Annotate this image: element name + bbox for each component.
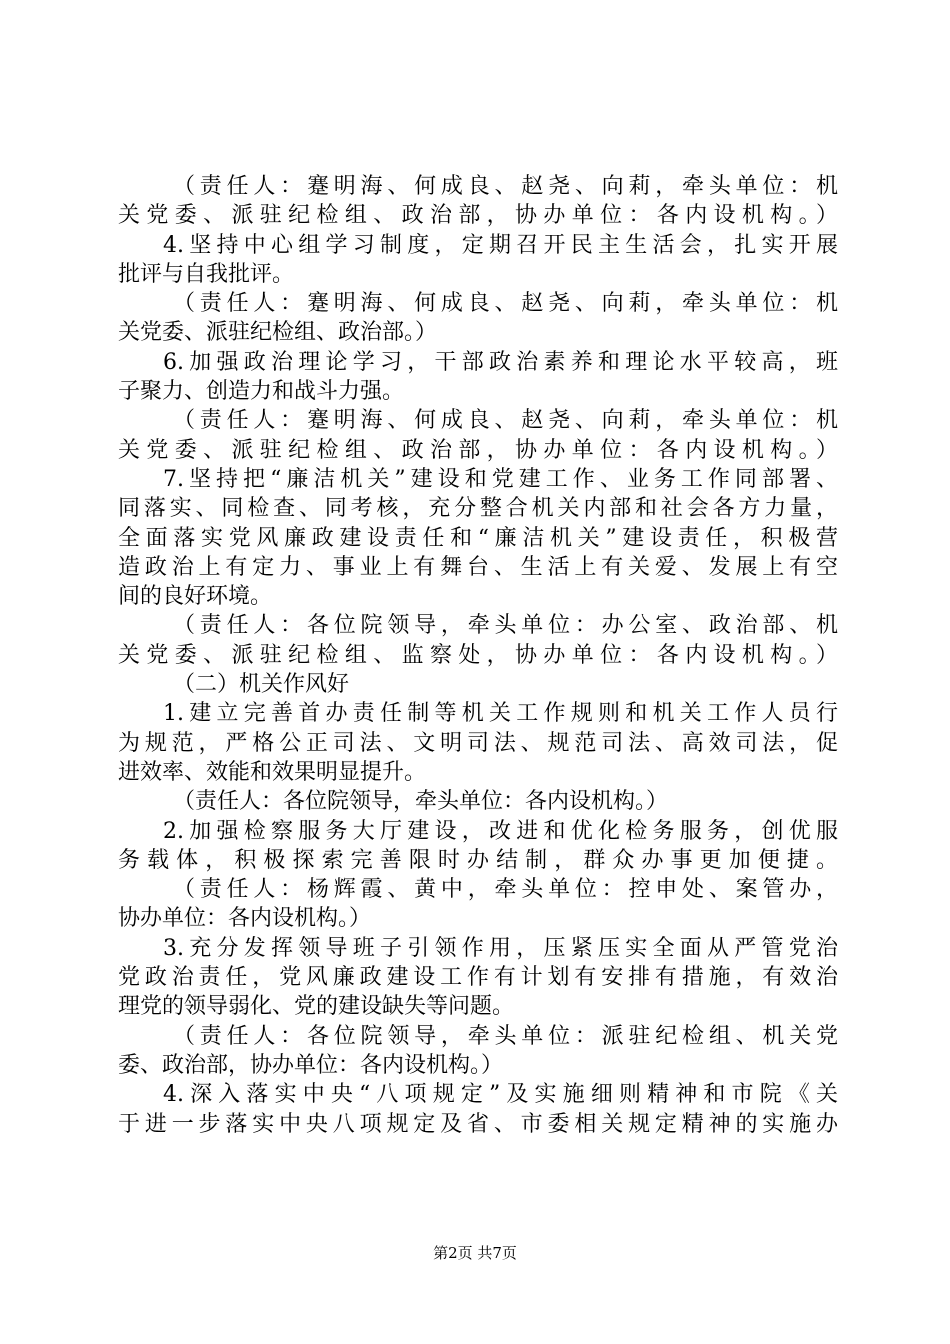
paragraph-line: （责任人：蹇明海、何成良、赵尧、向莉，牵头单位：机 <box>173 408 838 434</box>
paragraph-line: 委、政治部，协办单位：各内设机构。） <box>118 1052 504 1078</box>
paragraph-line: 党政治责任，党风廉政建设工作有计划有安排有措施，有效治 <box>118 965 838 991</box>
paragraph-line: 全面落实党风廉政建设责任和“廉洁机关”建设责任，积极营 <box>118 525 838 551</box>
document-body <box>118 172 838 1139</box>
section-heading: （二）机关作风好 <box>173 672 350 698</box>
paragraph-line: 3.充分发挥领导班子引领作用，压紧压实全面从严管党治 <box>163 935 838 961</box>
paragraph-line: 关党委、派驻纪检组、政治部。） <box>118 320 438 346</box>
paragraph-line: 务载体，积极探索完善限时办结制，群众办事更加便捷。 <box>118 847 838 873</box>
paragraph-line: （责任人：蹇明海、何成良、赵尧、向莉，牵头单位：机 <box>173 174 838 199</box>
paragraph-line: 关党委、派驻纪检组、政治部，协办单位：各内设机构。） <box>118 203 838 229</box>
paragraph-line: 6.加强政治理论学习，干部政治素养和理论水平较高，班 <box>163 349 838 375</box>
paragraph-line: 进效率、效能和效果明显提升。 <box>118 759 427 785</box>
paragraph-line: 7.坚持把“廉洁机关”建设和党建工作、业务工作同部署、 <box>163 466 838 492</box>
paragraph-line: （责任人：蹇明海、何成良、赵尧、向莉，牵头单位：机 <box>173 291 838 317</box>
paragraph-line: 1.建立完善首办责任制等机关工作规则和机关工作人员行 <box>163 701 838 727</box>
paragraph-line: 子聚力、创造力和战斗力强。 <box>118 379 405 405</box>
paragraph-line: 理党的领导弱化、党的建设缺失等问题。 <box>118 994 515 1020</box>
paragraph-line: 关党委、派驻纪检组、监察处，协办单位：各内设机构。） <box>118 642 838 668</box>
paragraph-line: 4.深入落实中央“八项规定”及实施细则精神和市院《关 <box>163 1082 838 1108</box>
paragraph-line: 关党委、派驻纪检组、政治部，协办单位：各内设机构。） <box>118 437 838 463</box>
paragraph-line: （责任人：各位院领导，牵头单位：办公室、政治部、机 <box>173 613 838 639</box>
paragraph-line: （责任人：杨辉霞、黄中，牵头单位：控申处、案管办， <box>173 877 838 903</box>
paragraph-line: （责任人：各位院领导，牵头单位：各内设机构。） <box>173 789 669 815</box>
paragraph-line: 同落实、同检查、同考核，充分整合机关内部和社会各方力量， <box>118 496 838 522</box>
paragraph-line: 为规范，严格公正司法、文明司法、规范司法、高效司法，促 <box>118 730 838 756</box>
paragraph-line: 造政治上有定力、事业上有舞台、生活上有关爱、发展上有空 <box>118 554 838 580</box>
paragraph-line: （责任人：各位院领导，牵头单位：派驻纪检组、机关党 <box>173 1023 838 1049</box>
paragraph-line: 4.坚持中心组学习制度，定期召开民主生活会，扎实开展 <box>163 232 838 258</box>
paragraph-line: 协办单位：各内设机构。） <box>118 906 372 932</box>
page-number-footer: 第2页 共7页 <box>433 1244 517 1262</box>
paragraph-line: 2.加强检察服务大厅建设，改进和优化检务服务，创优服 <box>163 818 838 844</box>
paragraph-line: 于进一步落实中央八项规定及省、市委相关规定精神的实施办 <box>118 1111 838 1137</box>
paragraph-line: 间的良好环境。 <box>118 584 273 610</box>
paragraph-line: 批评与自我批评。 <box>118 261 295 287</box>
